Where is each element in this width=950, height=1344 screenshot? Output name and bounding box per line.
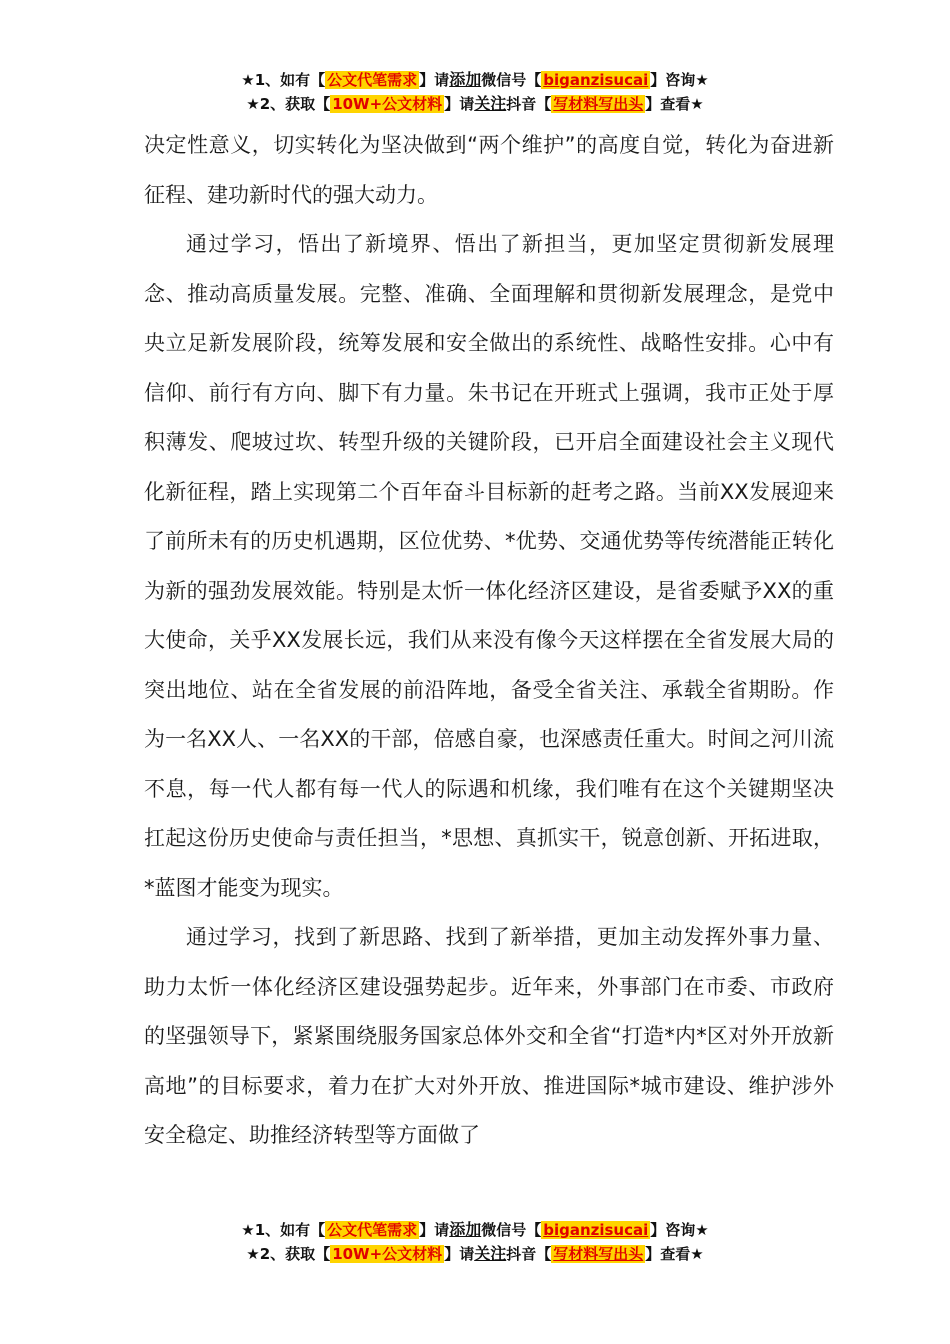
footer-wechat-id-link[interactable]: biganzisucai: [543, 1221, 649, 1239]
banner-line-2: [0, 92, 950, 116]
footer-highlight-writing-service: 公文代笔需求: [327, 1221, 418, 1239]
footer-line-2-emph: 关注: [474, 1244, 507, 1263]
footer-line-1-mid1: 】请: [419, 1221, 450, 1239]
footer-line-2-suffix: 】查看★: [645, 1245, 704, 1263]
wechat-id-link[interactable]: biganzisucai: [543, 71, 649, 89]
paragraph-continuation: 决定性意义，切实转化为坚决做到“两个维护”的高度自觉，转化为奋进新征程、建功新时代的强大动力。: [144, 133, 834, 207]
banner-line-2-prefix: ★2、获取【: [246, 95, 331, 113]
footer-line-1-prefix: ★1、如有【: [241, 1221, 326, 1239]
paragraph-new-realm: 通过学习，悟出了新境界、悟出了新担当，更加坚定贯彻新发展理念、推动高质量发展。完整、准确、全面理解和贯彻新发展理念，是党中央立足新发展阶段，统筹发展和安全做出的系统性、战略性安排。心中有信仰、前行有方向、脚下有力量。朱书记在开班式上强调，我市正处于厚积薄发、爬坡过坎、转型升级的关键阶段，已开启全面建设社会主义现代化新征程，踏上实现第二个百年奋斗目标新的赶考之路。当前XX发展迎来了前所未有的历史机遇期，区位优势、*优势、交通优势等传统潜能正转化为新的强劲发展效能。特别是太忻一体化经济区建设，是省委赋予XX的重大使命，关乎XX发展长远，我们从来没有像今天这样摆在全省发展大局的突出地位、站在全省发展的前沿阵地，备受全省关注、承载全省期盼。作为一名XX人、一名XX的干部，倍感自豪，也深感责任重大。时间之河川流不息，每一代人都有每一代人的际遇和机缘，我们唯有在这个关键期坚决扛起这份历史使命与责任担当，*思想、真抓实干，锐意创新、开拓进取，*蓝图才能变为现实。: [144, 232, 834, 900]
banner-line-2-suffix: 】查看★: [645, 95, 704, 113]
highlight-writing-service: 公文代笔需求: [327, 71, 418, 89]
footer-line-2: [0, 1242, 950, 1266]
banner-line-1: [0, 68, 950, 92]
footer-line-1-suffix: 】咨询★: [650, 1221, 709, 1239]
highlight-materials: 10W+公文材料: [332, 95, 443, 113]
footer-line-2-mid2: 抖音【: [506, 1245, 552, 1263]
banner-line-2-emph: 关注: [474, 94, 507, 113]
banner-line-1-mid1: 】请: [419, 71, 450, 89]
footer-line-1: [0, 1218, 950, 1242]
footer-line-2-mid1: 】请: [444, 1245, 475, 1263]
banner-line-2-mid1: 】请: [444, 95, 475, 113]
footer-line-1-mid2: 微信号【: [481, 1221, 542, 1239]
footer-douyin-account-link[interactable]: 写材料写出头: [553, 1245, 644, 1263]
paragraph-new-ideas: 通过学习，找到了新思路、找到了新举措，更加主动发挥外事力量、助力太忻一体化经济区建设强势起步。近年来，外事部门在市委、市政府的坚强领导下，紧紧围绕服务国家总体外交和全省“打造*内*区对外开放新高地”的目标要求，着力在扩大对外开放、推进国际*城市建设、维护涉外安全稳定、助推经济转型等方面做了: [144, 925, 834, 1147]
banner-line-2-mid2: 抖音【: [506, 95, 552, 113]
banner-line-1-mid2: 微信号【: [481, 71, 542, 89]
footer-banner: [0, 1218, 950, 1266]
footer-line-1-emph: 添加: [449, 1220, 482, 1239]
footer-highlight-materials: 10W+公文材料: [332, 1245, 443, 1263]
banner-line-1-suffix: 】咨询★: [650, 71, 709, 89]
banner-line-1-emph: 添加: [449, 70, 482, 89]
douyin-account-link[interactable]: 写材料写出头: [553, 95, 644, 113]
document-body: [144, 121, 834, 1161]
banner-line-1-prefix: ★1、如有【: [241, 71, 326, 89]
header-banner: [0, 68, 950, 116]
footer-line-2-prefix: ★2、获取【: [246, 1245, 331, 1263]
